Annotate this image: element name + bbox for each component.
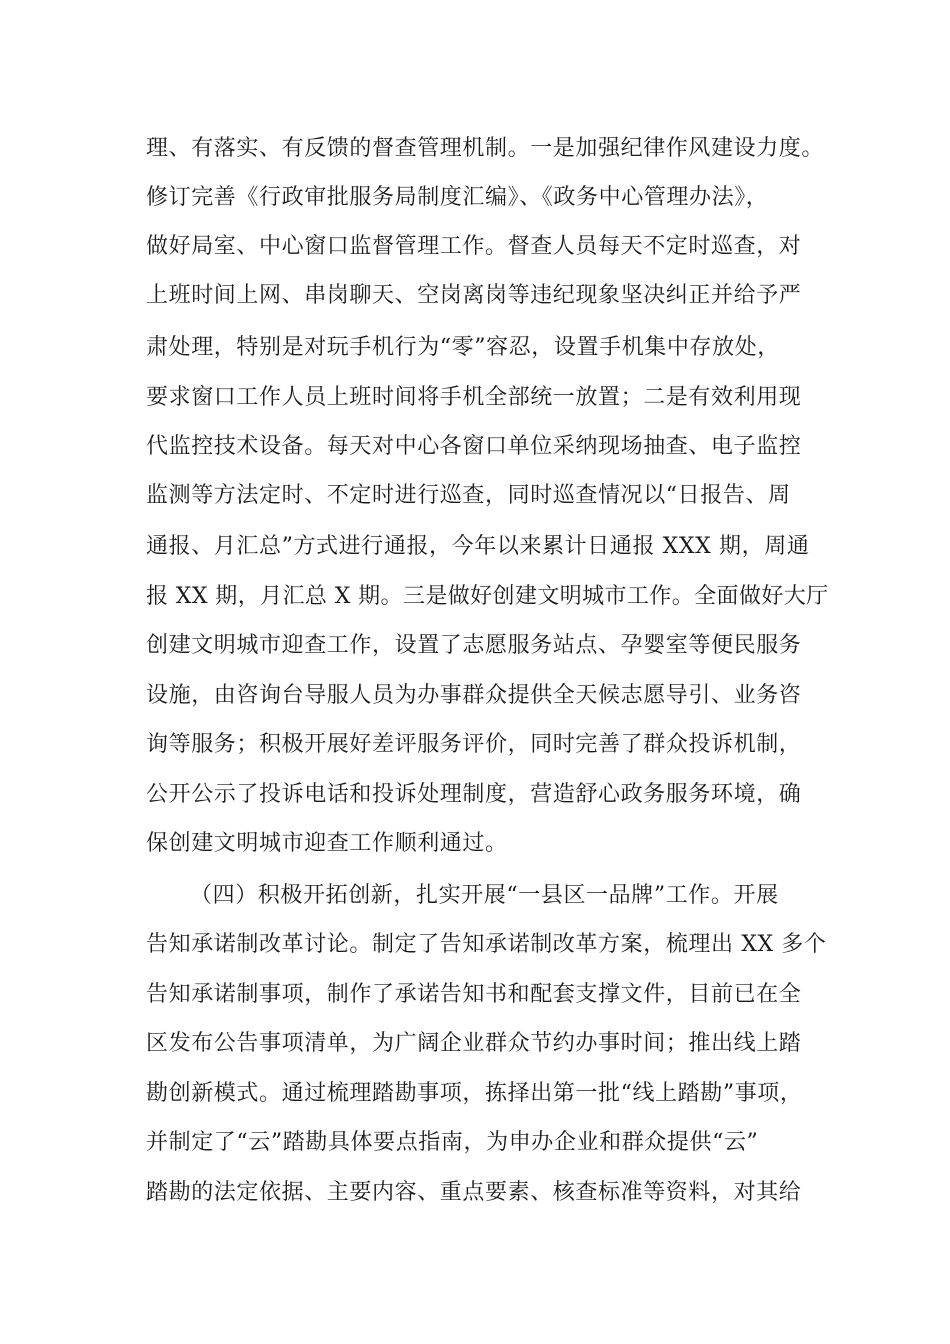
text-line: 肃处理，特别是对玩手机行为“零”容忍，设置手机集中存放处，: [146, 335, 780, 360]
text-line: 保创建文明城市迎查工作顺利通过。: [146, 831, 508, 856]
text-line: 要求窗口工作人员上班时间将手机全部统一放置；二是有效利用现: [146, 385, 802, 410]
text-line: 代监控技术设备。每天对中心各窗口单位采纳现场抽查、电子监控: [146, 434, 802, 459]
text-line: 做好局室、中心窗口监督管理工作。督查人员每天不定时巡查，对: [146, 234, 802, 259]
text-line: 踏勘的法定依据、主要内容、重点要素、核查标准等资料，对其给: [146, 1180, 802, 1205]
text-line: 上班时间上网、串岗聊天、空岗离岗等违纪现象坚决纠正并给予严: [146, 283, 802, 308]
section-heading-line: （四）积极开拓创新，扎实开展“一县区一品牌”工作。开展: [190, 883, 779, 908]
text-line: 并制定了“云”踏勘具体要点指南，为申办企业和群众提供“云”: [146, 1130, 759, 1155]
text-line: 告知承诺制改革讨论。制定了告知承诺制改革方案，梳理出 XX 多个: [146, 932, 827, 957]
text-line: 设施，由咨询台导服人员为办事群众提供全天候志愿导引、业务咨: [146, 683, 802, 708]
text-line: 区发布公告事项清单，为广阔企业群众节约办事时间；推出线上踏: [146, 1031, 802, 1056]
text-line: 告知承诺制事项，制作了承诺告知书和配套支撑文件，目前已在全: [146, 982, 802, 1007]
text-line: 修订完善《行政审批服务局制度汇编》、《政务中心管理办法》，: [146, 185, 769, 210]
text-line: 通报、月汇总”方式进行通报，今年以来累计日通报 XXX 期，周通: [146, 534, 810, 559]
text-line: 理、有落实、有反馈的督查管理机制。一是加强纪律作风建设力度。: [146, 136, 825, 161]
text-line: 报 XX 期，月汇总 X 期。三是做好创建文明城市工作。全面做好大厅: [146, 584, 829, 609]
text-line: 勘创新模式。通过梳理踏勘事项，拣择出第一批“线上踏勘”事项，: [146, 1081, 803, 1106]
text-line: 监测等方法定时、不定时进行巡查，同时巡查情况以“日报告、周: [146, 483, 791, 508]
text-line: 公开公示了投诉电话和投诉处理制度，营造舒心政务服务环境，确: [146, 782, 802, 807]
text-line: 询等服务；积极开展好差评服务评价，同时完善了群众投诉机制，: [146, 732, 802, 757]
text-line: 创建文明城市迎查工作，设置了志愿服务站点、孕婴室等便民服务: [146, 633, 802, 658]
